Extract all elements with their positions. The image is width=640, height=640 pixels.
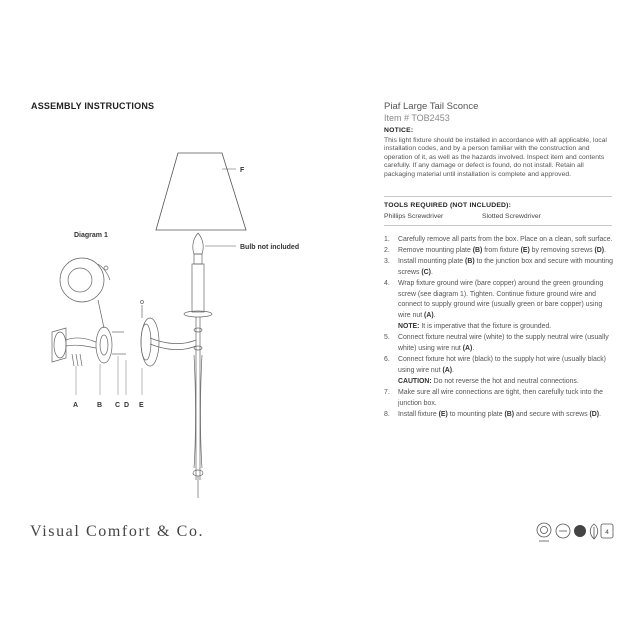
step-note [384,377,616,388]
step-number: 3. [384,257,390,265]
step-number: 7. [384,388,390,396]
tool-phillips: Phillips Screwdriver [384,213,444,220]
part-reference: (A) [462,345,473,353]
rohs-badge-icon [574,525,586,537]
part-label-b: B [97,402,103,409]
part-label-c: C [115,402,121,409]
part-reference: (B) [465,257,475,265]
bulb-icon [193,233,203,264]
part-reference: (E) [438,410,448,418]
step-text: Carefully remove all parts from the box. Place on a clean, soft surface. [398,236,613,243]
instruction-step [384,279,616,323]
notice-title: NOTICE: [384,127,414,134]
step-text: . [433,312,436,320]
part-reference: (C) [421,268,431,276]
mounting-plate-b [96,327,126,363]
step-text: by removing screws [529,246,595,254]
step-text: to mounting plate [447,410,505,418]
page-heading: ASSEMBLY INSTRUCTIONS [31,101,155,111]
step-number: 4. [384,279,390,287]
step-text: . [599,410,602,418]
step-text: Make sure all wire connections are tight, then carefully tuck into the junction box. [398,388,603,407]
instruction-step [384,246,616,257]
product-name: Piaf Large Tail Sconce [384,101,479,112]
step-number: 8. [384,410,390,418]
step-text: . [452,366,454,374]
notice-body: This light fixture should be installed in accordance with all applicable, local installation codes, and by a person familiar with the construction and operation of it, as well as the hazards involved. Inspect item and contents carefully. If any damage or defect is found, do not install. Retain all packaging material until installation is complete and approved. [384,137,607,178]
step-text: . [604,246,606,254]
part-label-e: E [139,402,144,409]
instruction-step [384,355,616,377]
step-number: 2. [384,246,390,254]
label-bulb: Bulb not included [240,244,300,251]
instruction-step [384,410,616,421]
brand-logo: Visual Comfort & Co. [30,523,205,540]
note-text: It is imperative that the fixture is grounded. [419,323,552,331]
step-text: Connect fixture neutral wire (white) to the supply neutral wire (usually white) using wire nut [398,334,609,353]
step-text: . [430,268,433,276]
step-text: to the junction box and secure with mounting screws [398,257,613,276]
page-number-box [601,524,613,538]
note-text: Do not reverse the hot and neutral connections. [431,377,579,385]
step-text: Remove mounting plate [398,246,473,254]
label-f: F [240,167,245,174]
note-label: NOTE: [398,323,420,331]
part-reference: (B) [504,410,515,418]
candle-column [184,264,212,498]
callout-diagram-1 [60,258,110,328]
part-reference: (D) [589,410,600,418]
tool-slotted: Slotted Screwdriver [482,213,541,220]
note-label: CAUTION: [398,377,432,385]
step-number: 5. [384,334,390,342]
cert-mark-icon [537,523,551,541]
step-text: . [472,345,475,353]
divider [384,225,612,226]
page-number: 4 [605,529,609,536]
part-reference: (E) [520,246,530,254]
step-number: 6. [384,355,390,363]
label-diagram-1: Diagram 1 [74,232,108,239]
part-leader-lines [76,356,142,395]
tools-title: TOOLS REQUIRED (NOT INCLUDED): [384,202,512,209]
part-label-a: A [73,402,79,409]
part-reference: (D) [594,246,605,254]
instruction-step [384,235,616,246]
step-text: Install mounting plate [398,257,466,265]
step-text: from fixture [482,246,521,254]
divider [384,196,612,197]
step-text: and secure with screws [514,410,590,418]
fixture-diagram [0,140,330,500]
part-reference: (A) [424,312,434,320]
leaf-icon [590,524,598,539]
instruction-step [384,257,616,279]
junction-box-a [52,328,96,366]
instruction-step [384,333,616,355]
step-text: Wrap fixture ground wire (bare copper) around the green grounding screw (see diagram 1). Tighten. Continue fixture ground wire and connect to supply ground wire (usually green or bare copper) using wire nut [398,279,604,320]
part-reference: (B) [472,246,483,254]
lamp-shade [156,153,246,230]
steps-list [384,235,616,420]
step-note [384,322,616,333]
part-label-d: D [124,402,130,409]
item-number: Item # TOB2453 [384,113,450,123]
instruction-step [384,388,616,410]
arm-and-backplate [141,301,197,367]
part-reference: (A) [442,366,453,374]
step-number: 1. [384,236,390,243]
step-text: Connect fixture hot wire (black) to the supply hot wire (usually black) using wire nut [398,355,606,374]
etl-listed-icon [556,524,570,538]
certification-icons [535,519,615,545]
step-text: Install fixture [398,410,439,418]
